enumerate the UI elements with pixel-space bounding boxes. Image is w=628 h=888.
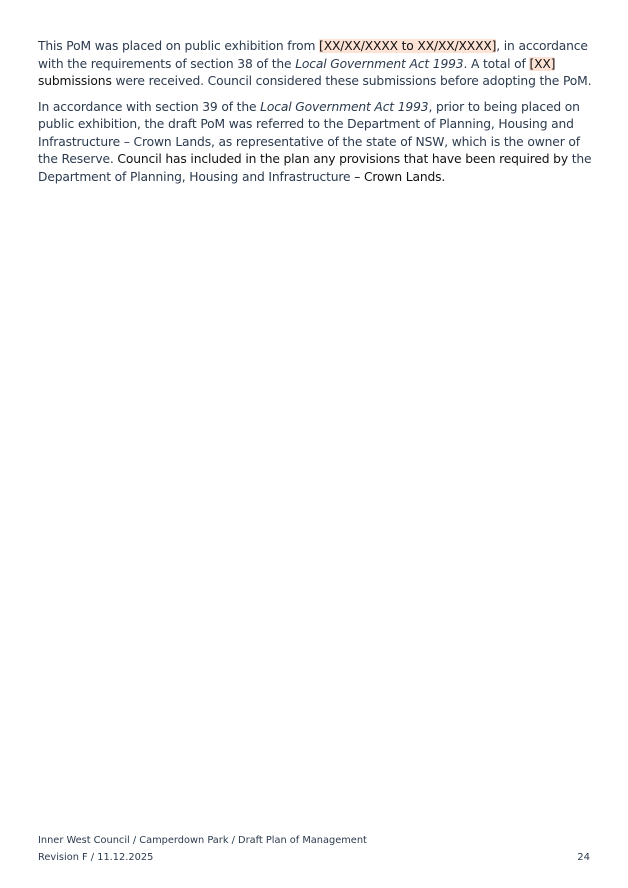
footer-document-title: Inner West Council / Camperdown Park / Draft Plan of Management [38, 835, 367, 846]
referral-paragraph [38, 99, 593, 187]
p2-text-e: the Department of Planning, Housing and Infrastructure [38, 152, 592, 184]
p1-text-h: were received. Council considered these submissions before adopting the PoM. [111, 74, 592, 88]
p2-text-d: Council has included in the plan any provisions that have been required by [117, 152, 572, 166]
p1-text-e: . A total of [463, 56, 530, 71]
p2-text-f: – Crown Lands. [350, 169, 446, 184]
exhibition-paragraph [38, 38, 593, 91]
p2-text-c: , prior to being placed on public exhibition, the draft PoM was referred to the Department of Planning, Housing and Infrastructure – Crown Lands, as representative of the state of NSW, which is the owner of the Reserve. [38, 99, 580, 166]
p1-text-g: submissions [38, 74, 112, 88]
act-title: Local Government Act 1993 [295, 56, 464, 71]
exhibition-dates-placeholder: [XX/XX/XXXX to XX/XX/XXXX] [319, 39, 497, 53]
p1-text-a: This PoM was placed on public exhibition from [38, 39, 320, 53]
footer-revision: Revision F / 11.12.2025 [38, 852, 154, 863]
page-number: 24 [577, 852, 590, 863]
act-title-2: Local Government Act 1993 [260, 99, 429, 114]
p1-text-c: , in accordance with the requirements of section 38 of the [38, 39, 588, 71]
submission-count-placeholder: [XX] [529, 56, 556, 71]
p2-text-a: In accordance with section 39 of the [38, 99, 261, 114]
page-content [38, 38, 593, 194]
